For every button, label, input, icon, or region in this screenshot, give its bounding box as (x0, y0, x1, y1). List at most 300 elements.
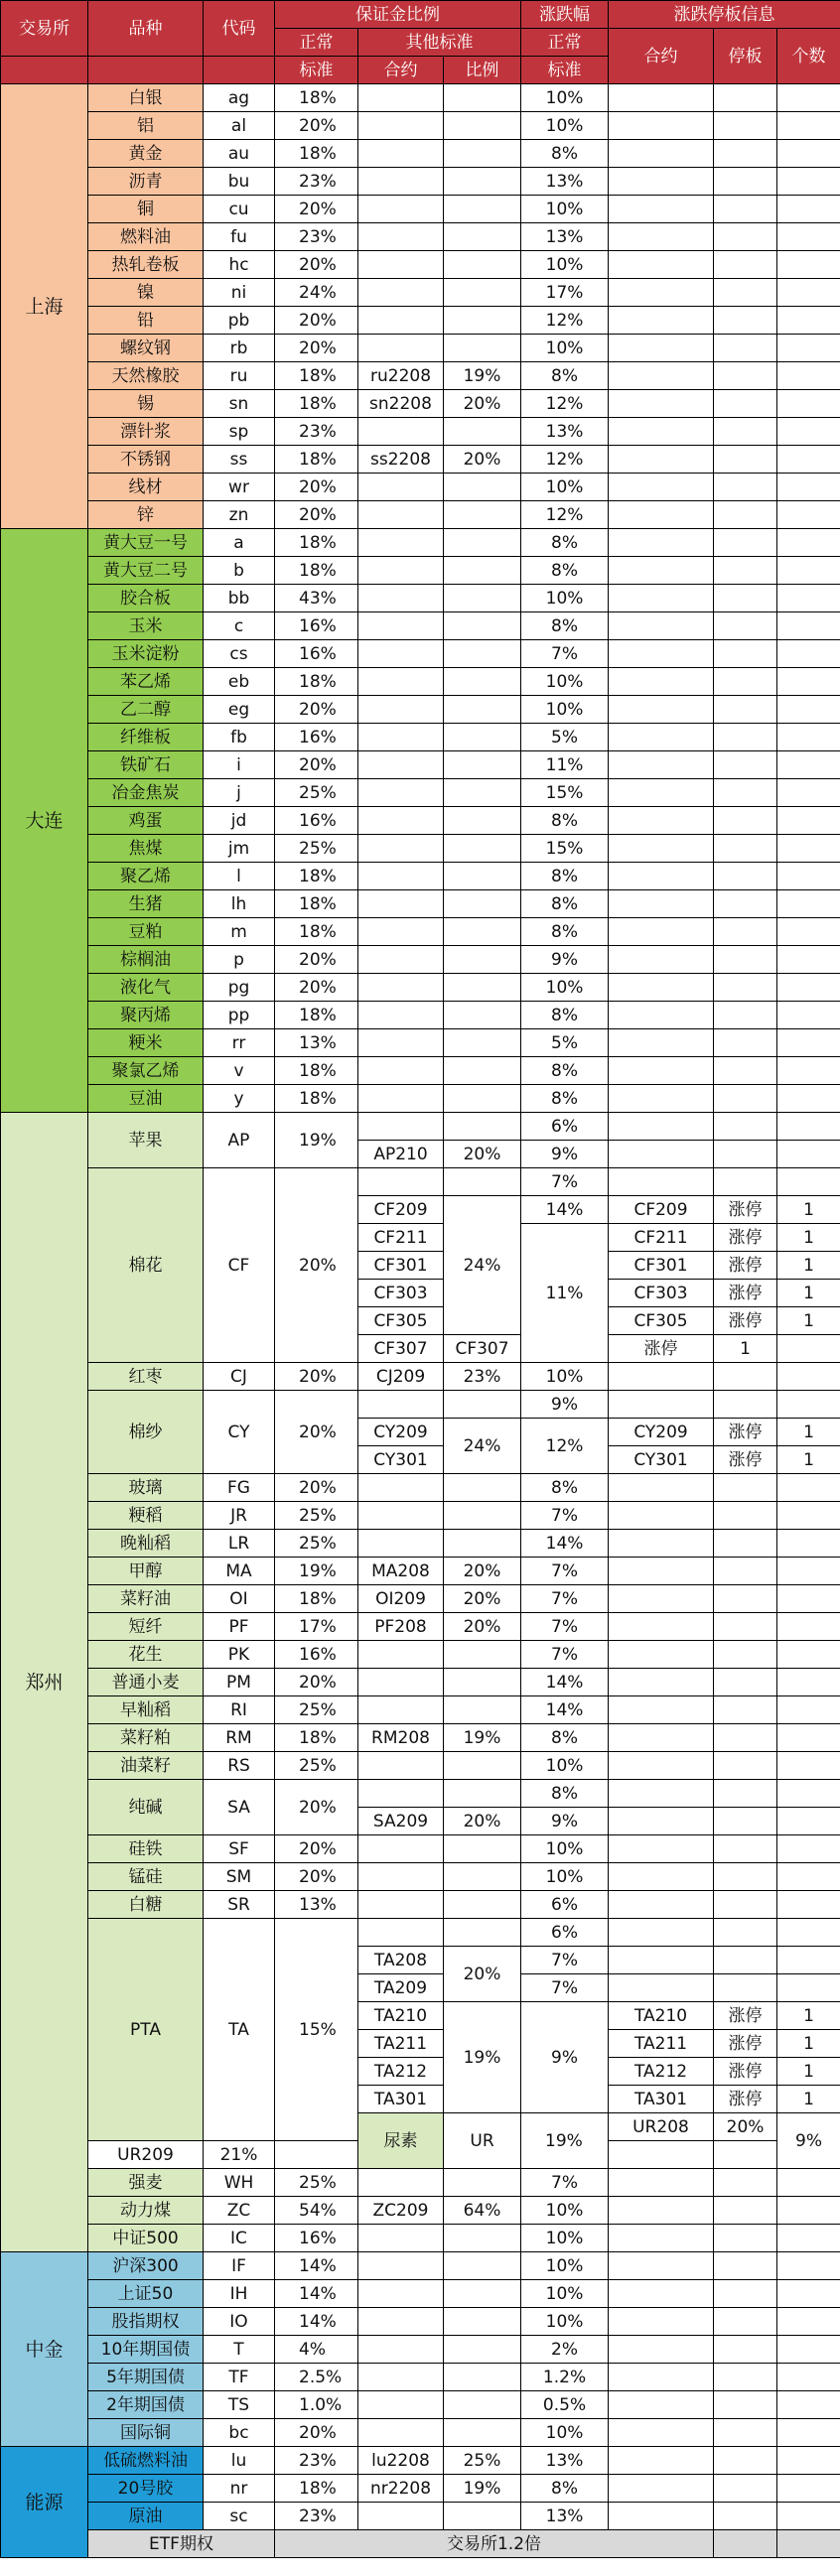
standard-cell: 1.0% (275, 2391, 358, 2419)
limit-contract-cell (609, 1474, 714, 1502)
contract-cell (358, 1168, 444, 1196)
limit-cell: 8% (521, 890, 609, 918)
header-limit-move: 涨跌幅 (521, 1, 609, 29)
header-other: 其他标准 (358, 29, 521, 57)
contract-cell: TA209 (358, 1974, 444, 2002)
limit-cell: 11% (521, 751, 609, 779)
ratio-cell (444, 335, 521, 362)
count-cell (777, 1002, 840, 1029)
variety-cell: 燃料油 (88, 223, 204, 251)
halt-cell: 涨停 (714, 2030, 777, 2058)
count-cell (777, 2308, 840, 2336)
halt-cell (714, 835, 777, 863)
table-row (1, 2252, 840, 2280)
ratio-cell (444, 2364, 521, 2391)
limit-contract-cell (609, 668, 714, 696)
contract-cell (358, 251, 444, 279)
variety-cell: 黄金 (88, 140, 204, 168)
contract-cell (358, 140, 444, 168)
limit-cell: 14% (521, 1530, 609, 1558)
limit-contract-cell: CF211 (609, 1224, 714, 1252)
halt-cell (714, 1752, 777, 1780)
table-row (1, 612, 840, 640)
ratio-cell (444, 196, 521, 223)
limit-cell: 8% (521, 612, 609, 640)
halt-cell (714, 612, 777, 640)
limit-cell: 6% (521, 1891, 609, 1919)
count-cell (777, 335, 840, 362)
code-cell: PK (204, 1641, 275, 1669)
variety-cell: 沪深300 (88, 2252, 204, 2280)
limit-cell: 12% (521, 446, 609, 474)
table-row (1, 168, 840, 196)
contract-cell (358, 1835, 444, 1863)
halt-cell (714, 585, 777, 612)
halt-cell (714, 668, 777, 696)
limit-cell: 15% (521, 779, 609, 807)
limit-contract-cell (609, 863, 714, 890)
standard-cell: 18% (275, 446, 358, 474)
halt-cell (714, 1057, 777, 1085)
variety-cell: 菜籽粕 (88, 1724, 204, 1752)
standard-cell: 18% (275, 668, 358, 696)
limit-contract-cell (609, 557, 714, 585)
ratio-cell: 19% (444, 2002, 521, 2113)
ratio-cell (444, 1696, 521, 1724)
standard-cell: 20% (275, 112, 358, 140)
contract-cell (358, 2503, 444, 2530)
standard-cell: 19% (275, 1558, 358, 1585)
standard-cell: 18% (275, 362, 358, 390)
halt-cell (714, 2391, 777, 2419)
halt-cell (714, 418, 777, 446)
halt-cell (714, 2197, 777, 2225)
count-cell: 1 (777, 1224, 840, 1252)
code-cell: hc (204, 251, 275, 279)
ratio-cell (444, 724, 521, 751)
limit-cell: 5% (521, 1029, 609, 1057)
table-row (1, 2364, 840, 2391)
halt-cell (714, 2280, 777, 2308)
halt-cell (714, 696, 777, 724)
limit-contract-cell (609, 307, 714, 335)
limit-cell: 8% (521, 807, 609, 835)
limit-cell: 12% (521, 501, 609, 529)
halt-cell: 涨停 (714, 2058, 777, 2086)
count-cell (777, 1613, 840, 1641)
standard-cell: 20% (275, 1835, 358, 1863)
ratio-cell: 19% (444, 362, 521, 390)
table-row (1, 418, 840, 446)
variety-cell: 漂针浆 (88, 418, 204, 446)
variety-cell: 玉米 (88, 612, 204, 640)
limit-contract-cell (609, 2503, 714, 2530)
halt-cell (714, 946, 777, 974)
table-row (1, 2308, 840, 2336)
contract-cell (358, 1502, 444, 1530)
limit-contract-cell (609, 2308, 714, 2336)
table-row (1, 1585, 840, 1613)
limit-contract-cell (609, 1780, 714, 1808)
table-row (1, 390, 840, 418)
table-row (1, 1780, 840, 1808)
variety-cell: 短纤 (88, 1613, 204, 1641)
header-variety: 品种 (88, 1, 204, 57)
code-cell: lu (204, 2447, 275, 2475)
halt-cell (714, 974, 777, 1002)
contract-cell (358, 835, 444, 863)
halt-cell (714, 1141, 777, 1168)
count-cell (777, 1168, 840, 1196)
limit-cell: 8% (521, 918, 609, 946)
contract-cell (358, 751, 444, 779)
halt-cell (714, 223, 777, 251)
count-cell (777, 2475, 840, 2503)
standard-cell: 13% (275, 1891, 358, 1919)
code-cell: v (204, 1057, 275, 1085)
halt-cell (714, 640, 777, 668)
ratio-cell (444, 474, 521, 501)
variety-cell: 菜籽油 (88, 1585, 204, 1613)
ratio-cell (444, 279, 521, 307)
limit-contract-cell (609, 1530, 714, 1558)
variety-cell: 黄大豆二号 (88, 557, 204, 585)
limit-cell: 7% (521, 1613, 609, 1641)
variety-cell: 黄大豆一号 (88, 529, 204, 557)
table-row (1, 1752, 840, 1780)
contract-cell: AP210 (358, 1141, 444, 1168)
ratio-cell: 20% (444, 1947, 521, 2002)
header-blank-exchange (1, 57, 88, 84)
variety-cell: 硅铁 (88, 1835, 204, 1863)
limit-cell: 9% (521, 1808, 609, 1835)
code-cell: SR (204, 1891, 275, 1919)
contract-cell (358, 474, 444, 501)
limit-contract-cell (609, 1502, 714, 1530)
header-contract: 合约 (358, 57, 444, 84)
contract-cell (358, 501, 444, 529)
count-cell: 1 (777, 1419, 840, 1446)
contract-cell: ss2208 (358, 446, 444, 474)
halt-cell (714, 168, 777, 196)
variety-cell: 生猪 (88, 890, 204, 918)
table-row (1, 2419, 840, 2447)
contract-cell: TA212 (358, 2058, 444, 2086)
halt-cell (714, 1863, 777, 1891)
standard-cell: 14% (275, 2252, 358, 2280)
limit-contract-cell: CF305 (609, 1307, 714, 1335)
code-cell: jm (204, 835, 275, 863)
contract-cell (358, 1891, 444, 1919)
standard-cell: 18% (275, 1002, 358, 1029)
count-cell: 1 (777, 2086, 840, 2113)
code-cell: pp (204, 1002, 275, 1029)
ratio-cell (444, 557, 521, 585)
contract-cell: CY301 (358, 1446, 444, 1474)
code-cell: j (204, 779, 275, 807)
code-cell: bb (204, 585, 275, 612)
header-contract-limit: 合约 (609, 29, 714, 84)
count-cell (777, 84, 840, 112)
ratio-cell (444, 223, 521, 251)
standard-cell: 16% (275, 2225, 358, 2252)
limit-contract-cell (609, 1752, 714, 1780)
count-cell (777, 1363, 840, 1391)
count-cell (777, 251, 840, 279)
limit-contract-cell (609, 2280, 714, 2308)
standard-cell: 18% (275, 863, 358, 890)
halt-cell (714, 1029, 777, 1057)
limit-cell: 6% (521, 1919, 609, 1947)
limit-contract-cell (609, 1029, 714, 1057)
code-cell: rb (204, 335, 275, 362)
variety-cell: 10年期国债 (88, 2336, 204, 2364)
halt-cell: 涨停 (714, 1224, 777, 1252)
code-cell: jd (204, 807, 275, 835)
halt-cell (714, 1474, 777, 1502)
halt-cell (714, 1085, 777, 1113)
header-normal: 正常 (275, 29, 358, 57)
contract-cell (358, 2169, 444, 2197)
header-ratio: 比例 (444, 57, 521, 84)
limit-contract-cell (609, 1974, 714, 2002)
table-row (1, 696, 840, 724)
limit-contract-cell (609, 640, 714, 668)
standard-cell: 20% (275, 1363, 358, 1391)
table-row (1, 1057, 840, 1085)
limit-cell: 7% (521, 1502, 609, 1530)
header-halt: 停板 (714, 29, 777, 84)
ratio-cell (444, 112, 521, 140)
halt-cell (714, 1696, 777, 1724)
count-cell (777, 890, 840, 918)
halt-cell (714, 279, 777, 307)
table-row (1, 529, 840, 557)
table-row (1, 446, 840, 474)
variety-cell: 中证500 (88, 2225, 204, 2252)
limit-contract-cell (609, 918, 714, 946)
limit-cell: 10% (521, 974, 609, 1002)
halt-cell (714, 863, 777, 890)
count-cell (777, 2169, 840, 2197)
count-cell: 1 (777, 1196, 840, 1224)
table-row (1, 140, 840, 168)
table-row (1, 1835, 840, 1863)
standard-cell: 18% (275, 1585, 358, 1613)
count-cell (777, 1641, 840, 1669)
limit-cell: 10% (521, 84, 609, 112)
limit-contract-cell (609, 1669, 714, 1696)
halt-cell (714, 1391, 777, 1419)
standard-cell: 17% (275, 1613, 358, 1641)
standard-cell: 25% (275, 2169, 358, 2197)
limit-cell: 12% (521, 307, 609, 335)
count-cell (777, 1808, 840, 1835)
code-cell: TS (204, 2391, 275, 2419)
ratio-cell: 23% (444, 1363, 521, 1391)
standard-cell: 16% (275, 724, 358, 751)
contract-cell (358, 724, 444, 751)
ratio-cell (444, 2336, 521, 2364)
contract-cell (358, 2364, 444, 2391)
variety-cell: PTA (88, 1919, 204, 2141)
header-blank-variety (88, 57, 204, 84)
code-cell: CF (204, 1168, 275, 1363)
variety-cell: 聚丙烯 (88, 1002, 204, 1029)
count-cell (777, 2252, 840, 2280)
code-cell: eg (204, 696, 275, 724)
table-row (1, 918, 840, 946)
variety-cell: 苹果 (88, 1113, 204, 1168)
limit-contract-cell (609, 2336, 714, 2364)
ratio-cell: 20% (444, 1141, 521, 1168)
contract-cell (358, 640, 444, 668)
table-row (1, 251, 840, 279)
count-cell: 1 (777, 1307, 840, 1335)
limit-cell: 7% (521, 1168, 609, 1196)
count-cell: 1 (777, 1280, 840, 1307)
variety-cell: 乙二醇 (88, 696, 204, 724)
code-cell: JR (204, 1502, 275, 1530)
variety-cell: 尿素 (358, 2113, 444, 2169)
halt-cell (714, 779, 777, 807)
ratio-cell: 20% (444, 1585, 521, 1613)
table-row (1, 2225, 840, 2252)
limit-contract-cell (609, 279, 714, 307)
limit-contract-cell (609, 1391, 714, 1419)
code-cell: MA (204, 1558, 275, 1585)
contract-cell (358, 223, 444, 251)
count-cell (777, 1113, 840, 1141)
code-cell: b (204, 557, 275, 585)
limit-cell: 10% (521, 474, 609, 501)
standard-cell: 23% (275, 418, 358, 446)
contract-cell (358, 2419, 444, 2447)
limit-cell: 10% (521, 196, 609, 223)
limit-contract-cell (609, 1085, 714, 1113)
variety-cell: 粳米 (88, 1029, 204, 1057)
limit-cell: 8% (521, 1002, 609, 1029)
limit-cell: 10% (521, 112, 609, 140)
limit-contract-cell (609, 696, 714, 724)
ratio-cell (444, 1863, 521, 1891)
code-cell: RS (204, 1752, 275, 1780)
code-cell: bc (204, 2419, 275, 2447)
variety-cell: 棕榈油 (88, 946, 204, 974)
variety-cell: 普通小麦 (88, 1669, 204, 1696)
count-cell (777, 640, 840, 668)
standard-cell: 18% (275, 140, 358, 168)
contract-cell: CF307 (358, 1335, 444, 1363)
code-cell: cs (204, 640, 275, 668)
standard-cell: 20% (275, 251, 358, 279)
code-cell: y (204, 1085, 275, 1113)
halt-cell (714, 2447, 777, 2475)
limit-cell: 8% (521, 1724, 609, 1752)
ratio-cell: 21% (204, 2141, 275, 2169)
ratio-cell: 20% (444, 390, 521, 418)
code-cell: TA (204, 1919, 275, 2141)
limit-contract-cell: CY301 (609, 1446, 714, 1474)
table-row (1, 1696, 840, 1724)
table-row (1, 2391, 840, 2419)
contract-cell: sn2208 (358, 390, 444, 418)
count-cell (777, 807, 840, 835)
standard-cell: 20% (275, 307, 358, 335)
variety-cell: 沥青 (88, 168, 204, 196)
contract-cell (358, 196, 444, 223)
count-cell (777, 668, 840, 696)
limit-cell: 7% (521, 2169, 609, 2197)
halt-cell (714, 751, 777, 779)
code-cell: RI (204, 1696, 275, 1724)
ratio-cell: 20% (444, 1558, 521, 1585)
standard-cell: 19% (275, 1113, 358, 1168)
variety-cell: 动力煤 (88, 2197, 204, 2225)
table-row (1, 307, 840, 335)
variety-cell: 玉米淀粉 (88, 640, 204, 668)
standard-cell: 20% (275, 474, 358, 501)
table-row (1, 751, 840, 779)
ratio-cell (444, 1391, 521, 1419)
halt-cell (714, 2419, 777, 2447)
limit-cell: 10% (521, 2252, 609, 2280)
limit-contract-cell (609, 1363, 714, 1391)
halt-cell (714, 890, 777, 918)
variety-cell: 早籼稻 (88, 1696, 204, 1724)
contract-cell: CF305 (358, 1307, 444, 1335)
count-cell (777, 112, 840, 140)
code-cell: IO (204, 2308, 275, 2336)
variety-cell: 红枣 (88, 1363, 204, 1391)
contract-cell: TA211 (358, 2030, 444, 2058)
halt-cell (714, 1919, 777, 1947)
table-row (1, 1391, 840, 1419)
table-row (1, 2447, 840, 2475)
standard-cell: 4% (275, 2336, 358, 2364)
standard-cell: 23% (275, 223, 358, 251)
limit-contract-cell: CF307 (444, 1335, 521, 1363)
code-cell: PF (204, 1613, 275, 1641)
ratio-cell (444, 1891, 521, 1919)
count-cell (777, 1558, 840, 1585)
header-count: 个数 (777, 29, 840, 84)
limit-cell: 8% (521, 2475, 609, 2503)
ratio-cell: 25% (444, 2447, 521, 2475)
contract-cell (358, 1863, 444, 1891)
limit-cell: 10% (521, 2225, 609, 2252)
ratio-cell (444, 779, 521, 807)
limit-contract-cell (609, 1947, 714, 1974)
halt-cell (714, 112, 777, 140)
standard-cell: 18% (275, 557, 358, 585)
ratio-cell (444, 1669, 521, 1696)
limit-contract-cell (609, 2447, 714, 2475)
limit-cell: 13% (521, 223, 609, 251)
limit-cell: 10% (521, 668, 609, 696)
table-row (1, 890, 840, 918)
table-row (1, 946, 840, 974)
table-row (1, 1613, 840, 1641)
variety-cell: 甲醇 (88, 1558, 204, 1585)
ratio-cell: 20% (444, 1808, 521, 1835)
header-standard: 标准 (275, 57, 358, 84)
ratio-cell (444, 2419, 521, 2447)
count-cell (777, 501, 840, 529)
header-blank-code (204, 57, 275, 84)
limit-contract-cell (609, 335, 714, 362)
halt-cell (714, 1558, 777, 1585)
